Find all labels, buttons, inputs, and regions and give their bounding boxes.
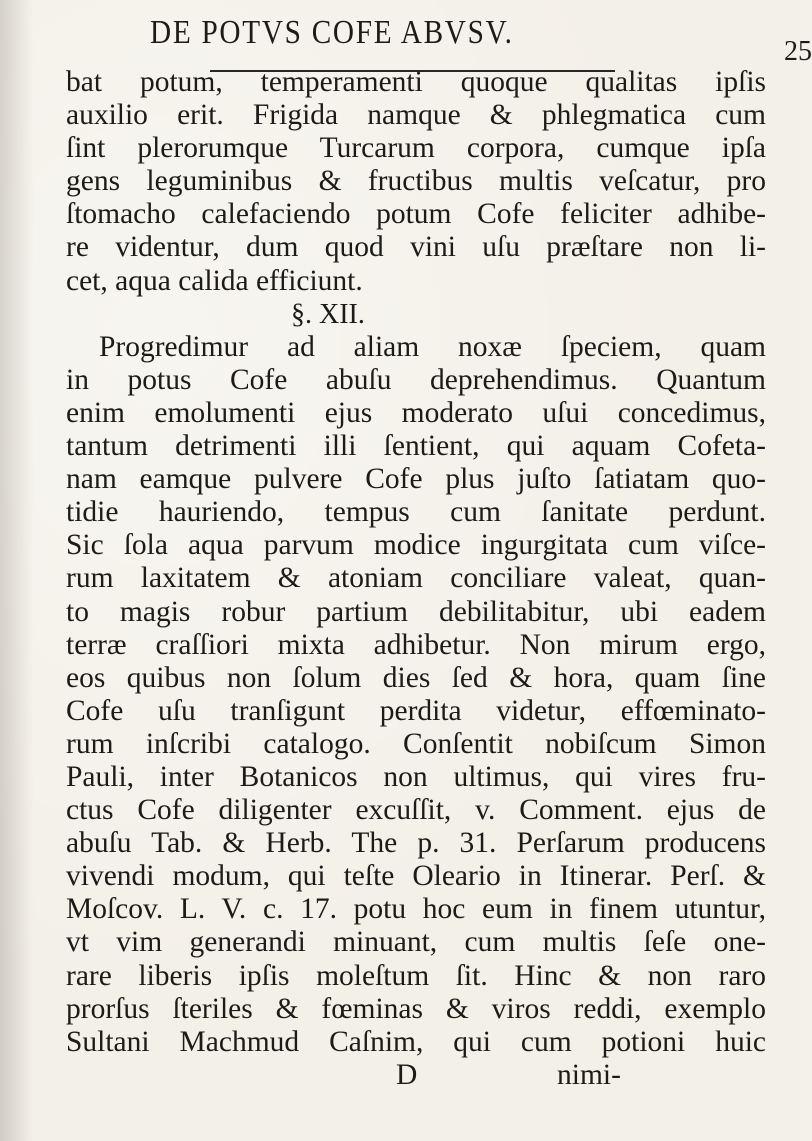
running-title: DE POTVS COFE ABVSV. — [150, 14, 514, 51]
text-line: enim emolumenti ejus moderato uſui concedimus, — [66, 396, 766, 429]
text-line: auxilio erit. Frigida namque & phlegmatica cum — [66, 99, 766, 132]
text-line: rum laxitatem & atoniam conciliare valeat, quan- — [66, 562, 766, 595]
text-line: rum inſcribi catalogo. Conſentit nobiſcum Simon — [66, 727, 766, 760]
text-line: ſtomacho calefaciendo potum Cofe feliciter adhibe- — [66, 198, 766, 231]
text-line: eos quibus non ſolum dies ſed & hora, quam ſine — [66, 661, 766, 694]
text-line: ſint plerorumque Turcarum corpora, cumque ipſa — [66, 132, 766, 165]
text-line: vt vim generandi minuant, cum multis ſeſe one- — [66, 926, 766, 959]
page-footer — [66, 1059, 766, 1092]
text-line: Moſcov. L. V. c. 17. potu hoc eum in finem utuntur, — [66, 893, 766, 926]
paragraph-first-line: Progredimur ad aliam noxæ ſpeciem, quam — [99, 330, 766, 363]
text-line: cet, aqua calida efficiunt. — [66, 264, 363, 297]
text-line: ctus Cofe diligenter excuſſit, v. Comment. ejus de — [66, 794, 766, 827]
text-line: tantum detrimenti illi ſentient, qui aquam Cofeta- — [66, 430, 766, 463]
text-line: gens leguminibus & fructibus multis veſcatur, pro — [66, 165, 766, 198]
main-text-block — [66, 66, 766, 1092]
text-line: Sultani Machmud Caſnim, qui cum potioni huic — [66, 1025, 766, 1058]
text-line: Sic ſola aqua parvum modice ingurgitata cum viſce- — [66, 529, 766, 562]
text-line: abuſu Tab. & Herb. The p. 31. Perſarum producens — [66, 827, 766, 860]
text-line: re videntur, dum quod vini uſu præſtare non li- — [66, 231, 766, 264]
text-line: bat potum, temperamenti quoque qualitas ipſis — [66, 66, 766, 98]
text-line: tidie hauriendo, tempus cum ſanitate perdunt. — [66, 496, 766, 529]
text-line: prorſus ſteriles & fœminas & viros reddi, exemplo — [66, 992, 766, 1025]
section-heading: §. XII. — [291, 298, 365, 330]
text-line: terræ craſſiori mixta adhibetur. Non mirum ergo, — [66, 628, 766, 661]
text-line: Pauli, inter Botanicos non ultimus, qui vires fru- — [66, 760, 766, 793]
running-head — [150, 14, 812, 67]
text-line: nam eamque pulvere Cofe plus juſto ſatiatam quo- — [66, 463, 766, 496]
page-gutter-shadow — [0, 0, 34, 1141]
signature-mark: D — [396, 1058, 418, 1091]
text-line: rare liberis ipſis moleſtum ſit. Hinc & non raro — [66, 959, 766, 992]
text-line: Cofe uſu tranſigunt perdita videtur, effœminato- — [66, 694, 766, 727]
text-line: in potus Cofe abuſu deprehendimus. Quantum — [66, 363, 766, 396]
page-number: 25 — [784, 36, 812, 67]
text-line: to magis robur partium debilitabitur, ubi eadem — [66, 595, 766, 628]
catchword: nimi- — [557, 1058, 621, 1091]
text-line: vivendi modum, qui teſte Oleario in Itinerar. Perſ. & — [66, 860, 766, 893]
